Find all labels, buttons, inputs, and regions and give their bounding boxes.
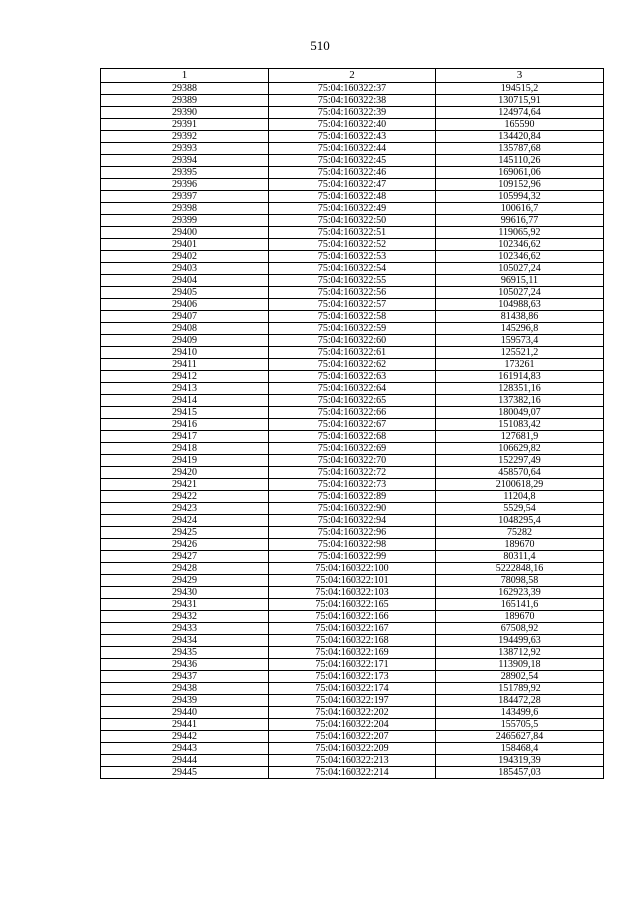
table-row <box>101 707 604 719</box>
table-row <box>101 371 604 383</box>
table-row <box>101 527 604 539</box>
row-number-cell: 29406 <box>101 299 269 311</box>
row-number-cell: 29389 <box>101 95 269 107</box>
table-row <box>101 407 604 419</box>
cadastral-number-cell: 75:04:160322:55 <box>269 275 436 287</box>
row-number-cell: 29400 <box>101 227 269 239</box>
cadastral-number-cell: 75:04:160322:61 <box>269 347 436 359</box>
value-cell: 109152,96 <box>436 179 604 191</box>
table-row <box>101 431 604 443</box>
cadastral-number-cell: 75:04:160322:101 <box>269 575 436 587</box>
table-row <box>101 311 604 323</box>
row-number-cell: 29392 <box>101 131 269 143</box>
cadastral-number-cell: 75:04:160322:89 <box>269 491 436 503</box>
cadastral-number-cell: 75:04:160322:202 <box>269 707 436 719</box>
cadastral-number-cell: 75:04:160322:167 <box>269 623 436 635</box>
row-number-cell: 29423 <box>101 503 269 515</box>
cadastral-number-cell: 75:04:160322:69 <box>269 443 436 455</box>
table-row <box>101 227 604 239</box>
value-cell: 185457,03 <box>436 767 604 779</box>
cadastral-number-cell: 75:04:160322:46 <box>269 167 436 179</box>
value-cell: 173261 <box>436 359 604 371</box>
value-cell: 128351,16 <box>436 383 604 395</box>
table-row <box>101 647 604 659</box>
row-number-cell: 29402 <box>101 251 269 263</box>
cadastral-number-cell: 75:04:160322:72 <box>269 467 436 479</box>
value-cell: 125521,2 <box>436 347 604 359</box>
row-number-cell: 29403 <box>101 263 269 275</box>
cadastral-number-cell: 75:04:160322:56 <box>269 287 436 299</box>
value-cell: 138712,92 <box>436 647 604 659</box>
cadastral-number-cell: 75:04:160322:37 <box>269 83 436 95</box>
row-number-cell: 29439 <box>101 695 269 707</box>
table-row <box>101 599 604 611</box>
value-cell: 80311,4 <box>436 551 604 563</box>
value-cell: 143499,6 <box>436 707 604 719</box>
row-number-cell: 29395 <box>101 167 269 179</box>
table-row <box>101 575 604 587</box>
cadastral-number-cell: 75:04:160322:38 <box>269 95 436 107</box>
value-cell: 159573,4 <box>436 335 604 347</box>
cadastral-number-cell: 75:04:160322:51 <box>269 227 436 239</box>
value-cell: 152297,49 <box>436 455 604 467</box>
value-cell: 1048295,4 <box>436 515 604 527</box>
row-number-cell: 29422 <box>101 491 269 503</box>
row-number-cell: 29408 <box>101 323 269 335</box>
table-row <box>101 671 604 683</box>
cadastral-number-cell: 75:04:160322:98 <box>269 539 436 551</box>
table-row <box>101 335 604 347</box>
table-row <box>101 719 604 731</box>
row-number-cell: 29396 <box>101 179 269 191</box>
cadastral-number-cell: 75:04:160322:99 <box>269 551 436 563</box>
value-cell: 67508,92 <box>436 623 604 635</box>
row-number-cell: 29401 <box>101 239 269 251</box>
value-cell: 458570,64 <box>436 467 604 479</box>
value-cell: 155705,5 <box>436 719 604 731</box>
table-row <box>101 635 604 647</box>
row-number-cell: 29428 <box>101 563 269 575</box>
cadastral-number-cell: 75:04:160322:171 <box>269 659 436 671</box>
table-row <box>101 623 604 635</box>
value-cell: 135787,68 <box>436 143 604 155</box>
row-number-cell: 29426 <box>101 539 269 551</box>
cadastral-number-cell: 75:04:160322:49 <box>269 203 436 215</box>
value-cell: 105027,24 <box>436 287 604 299</box>
value-cell: 96915,11 <box>436 275 604 287</box>
value-cell: 99616,77 <box>436 215 604 227</box>
cadastral-number-cell: 75:04:160322:67 <box>269 419 436 431</box>
value-cell: 194319,39 <box>436 755 604 767</box>
table-row <box>101 83 604 95</box>
table-row <box>101 299 604 311</box>
value-cell: 162923,39 <box>436 587 604 599</box>
cadastral-number-cell: 75:04:160322:197 <box>269 695 436 707</box>
table-row <box>101 263 604 275</box>
cadastral-number-cell: 75:04:160322:60 <box>269 335 436 347</box>
table-row <box>101 143 604 155</box>
row-number-cell: 29433 <box>101 623 269 635</box>
row-number-cell: 29411 <box>101 359 269 371</box>
table-row <box>101 275 604 287</box>
value-cell: 165590 <box>436 119 604 131</box>
row-number-cell: 29412 <box>101 371 269 383</box>
row-number-cell: 29407 <box>101 311 269 323</box>
registry-table <box>100 68 604 779</box>
value-cell: 105994,32 <box>436 191 604 203</box>
table-row <box>101 755 604 767</box>
row-number-cell: 29425 <box>101 527 269 539</box>
cadastral-number-cell: 75:04:160322:73 <box>269 479 436 491</box>
table-row <box>101 515 604 527</box>
page-number: 510 <box>310 38 330 53</box>
table-row <box>101 191 604 203</box>
table-row <box>101 563 604 575</box>
cadastral-number-cell: 75:04:160322:174 <box>269 683 436 695</box>
table-row <box>101 119 604 131</box>
cadastral-number-cell: 75:04:160322:52 <box>269 239 436 251</box>
row-number-cell: 29421 <box>101 479 269 491</box>
row-number-cell: 29417 <box>101 431 269 443</box>
row-number-cell: 29414 <box>101 395 269 407</box>
row-number-cell: 29388 <box>101 83 269 95</box>
value-cell: 100616,7 <box>436 203 604 215</box>
column-header: 2 <box>269 69 436 83</box>
cadastral-number-cell: 75:04:160322:70 <box>269 455 436 467</box>
cadastral-number-cell: 75:04:160322:66 <box>269 407 436 419</box>
cadastral-number-cell: 75:04:160322:64 <box>269 383 436 395</box>
table-row <box>101 395 604 407</box>
cadastral-number-cell: 75:04:160322:57 <box>269 299 436 311</box>
table-row <box>101 347 604 359</box>
value-cell: 169061,06 <box>436 167 604 179</box>
table-row <box>101 479 604 491</box>
value-cell: 104988,63 <box>436 299 604 311</box>
cadastral-number-cell: 75:04:160322:47 <box>269 179 436 191</box>
table-row <box>101 203 604 215</box>
table-row <box>101 683 604 695</box>
cadastral-number-cell: 75:04:160322:173 <box>269 671 436 683</box>
table-row <box>101 743 604 755</box>
cadastral-number-cell: 75:04:160322:209 <box>269 743 436 755</box>
cadastral-number-cell: 75:04:160322:68 <box>269 431 436 443</box>
cadastral-number-cell: 75:04:160322:94 <box>269 515 436 527</box>
value-cell: 5529,54 <box>436 503 604 515</box>
row-number-cell: 29416 <box>101 419 269 431</box>
row-number-cell: 29434 <box>101 635 269 647</box>
value-cell: 165141,6 <box>436 599 604 611</box>
table-row <box>101 467 604 479</box>
table-row <box>101 95 604 107</box>
value-cell: 28902,54 <box>436 671 604 683</box>
value-cell: 5222848,16 <box>436 563 604 575</box>
row-number-cell: 29442 <box>101 731 269 743</box>
cadastral-number-cell: 75:04:160322:58 <box>269 311 436 323</box>
row-number-cell: 29443 <box>101 743 269 755</box>
cadastral-number-cell: 75:04:160322:48 <box>269 191 436 203</box>
value-cell: 102346,62 <box>436 251 604 263</box>
row-number-cell: 29445 <box>101 767 269 779</box>
cadastral-number-cell: 75:04:160322:40 <box>269 119 436 131</box>
cadastral-number-cell: 75:04:160322:207 <box>269 731 436 743</box>
table-row <box>101 359 604 371</box>
table-row <box>101 383 604 395</box>
row-number-cell: 29430 <box>101 587 269 599</box>
cadastral-number-cell: 75:04:160322:213 <box>269 755 436 767</box>
row-number-cell: 29394 <box>101 155 269 167</box>
cadastral-number-cell: 75:04:160322:53 <box>269 251 436 263</box>
table-row <box>101 167 604 179</box>
cadastral-number-cell: 75:04:160322:44 <box>269 143 436 155</box>
table-row <box>101 539 604 551</box>
value-cell: 137382,16 <box>436 395 604 407</box>
value-cell: 2100618,29 <box>436 479 604 491</box>
value-cell: 130715,91 <box>436 95 604 107</box>
row-number-cell: 29399 <box>101 215 269 227</box>
cadastral-number-cell: 75:04:160322:65 <box>269 395 436 407</box>
value-cell: 113909,18 <box>436 659 604 671</box>
column-header: 3 <box>436 69 604 83</box>
table-row <box>101 323 604 335</box>
row-number-cell: 29415 <box>101 407 269 419</box>
cadastral-number-cell: 75:04:160322:39 <box>269 107 436 119</box>
table-row <box>101 587 604 599</box>
value-cell: 105027,24 <box>436 263 604 275</box>
value-cell: 81438,86 <box>436 311 604 323</box>
value-cell: 102346,62 <box>436 239 604 251</box>
value-cell: 184472,28 <box>436 695 604 707</box>
value-cell: 145110,26 <box>436 155 604 167</box>
cadastral-number-cell: 75:04:160322:45 <box>269 155 436 167</box>
row-number-cell: 29431 <box>101 599 269 611</box>
cadastral-number-cell: 75:04:160322:63 <box>269 371 436 383</box>
row-number-cell: 29398 <box>101 203 269 215</box>
cadastral-number-cell: 75:04:160322:43 <box>269 131 436 143</box>
value-cell: 106629,82 <box>436 443 604 455</box>
row-number-cell: 29410 <box>101 347 269 359</box>
value-cell: 189670 <box>436 611 604 623</box>
value-cell: 194499,63 <box>436 635 604 647</box>
cadastral-number-cell: 75:04:160322:204 <box>269 719 436 731</box>
table-header-row <box>101 69 604 83</box>
row-number-cell: 29397 <box>101 191 269 203</box>
row-number-cell: 29429 <box>101 575 269 587</box>
value-cell: 134420,84 <box>436 131 604 143</box>
table-row <box>101 695 604 707</box>
table-row <box>101 767 604 779</box>
table-row <box>101 215 604 227</box>
cadastral-number-cell: 75:04:160322:214 <box>269 767 436 779</box>
cadastral-number-cell: 75:04:160322:103 <box>269 587 436 599</box>
table-row <box>101 659 604 671</box>
table-body <box>101 83 604 779</box>
cadastral-number-cell: 75:04:160322:90 <box>269 503 436 515</box>
table-row <box>101 287 604 299</box>
value-cell: 2465627,84 <box>436 731 604 743</box>
table-row <box>101 491 604 503</box>
row-number-cell: 29419 <box>101 455 269 467</box>
row-number-cell: 29432 <box>101 611 269 623</box>
cadastral-number-cell: 75:04:160322:166 <box>269 611 436 623</box>
row-number-cell: 29436 <box>101 659 269 671</box>
value-cell: 158468,4 <box>436 743 604 755</box>
table-row <box>101 611 604 623</box>
cadastral-number-cell: 75:04:160322:54 <box>269 263 436 275</box>
row-number-cell: 29418 <box>101 443 269 455</box>
value-cell: 151789,92 <box>436 683 604 695</box>
table-row <box>101 551 604 563</box>
table-row <box>101 131 604 143</box>
value-cell: 161914,83 <box>436 371 604 383</box>
row-number-cell: 29437 <box>101 671 269 683</box>
row-number-cell: 29424 <box>101 515 269 527</box>
cadastral-number-cell: 75:04:160322:50 <box>269 215 436 227</box>
value-cell: 75282 <box>436 527 604 539</box>
table-row <box>101 443 604 455</box>
value-cell: 189670 <box>436 539 604 551</box>
row-number-cell: 29435 <box>101 647 269 659</box>
table-row <box>101 419 604 431</box>
value-cell: 180049,07 <box>436 407 604 419</box>
table-row <box>101 731 604 743</box>
row-number-cell: 29409 <box>101 335 269 347</box>
table-row <box>101 503 604 515</box>
row-number-cell: 29441 <box>101 719 269 731</box>
cadastral-number-cell: 75:04:160322:169 <box>269 647 436 659</box>
value-cell: 127681,9 <box>436 431 604 443</box>
row-number-cell: 29393 <box>101 143 269 155</box>
table-row <box>101 179 604 191</box>
row-number-cell: 29427 <box>101 551 269 563</box>
table-row <box>101 455 604 467</box>
row-number-cell: 29390 <box>101 107 269 119</box>
cadastral-number-cell: 75:04:160322:59 <box>269 323 436 335</box>
table-row <box>101 107 604 119</box>
cadastral-number-cell: 75:04:160322:62 <box>269 359 436 371</box>
table-row <box>101 155 604 167</box>
cadastral-number-cell: 75:04:160322:96 <box>269 527 436 539</box>
value-cell: 78098,58 <box>436 575 604 587</box>
row-number-cell: 29404 <box>101 275 269 287</box>
cadastral-number-cell: 75:04:160322:168 <box>269 635 436 647</box>
row-number-cell: 29420 <box>101 467 269 479</box>
value-cell: 151083,42 <box>436 419 604 431</box>
table-row <box>101 251 604 263</box>
value-cell: 124974,64 <box>436 107 604 119</box>
table-row <box>101 239 604 251</box>
row-number-cell: 29444 <box>101 755 269 767</box>
row-number-cell: 29391 <box>101 119 269 131</box>
column-header: 1 <box>101 69 269 83</box>
value-cell: 11204,8 <box>436 491 604 503</box>
row-number-cell: 29405 <box>101 287 269 299</box>
cadastral-number-cell: 75:04:160322:100 <box>269 563 436 575</box>
row-number-cell: 29438 <box>101 683 269 695</box>
cadastral-number-cell: 75:04:160322:165 <box>269 599 436 611</box>
row-number-cell: 29440 <box>101 707 269 719</box>
value-cell: 119065,92 <box>436 227 604 239</box>
value-cell: 145296,8 <box>436 323 604 335</box>
value-cell: 194515,2 <box>436 83 604 95</box>
row-number-cell: 29413 <box>101 383 269 395</box>
